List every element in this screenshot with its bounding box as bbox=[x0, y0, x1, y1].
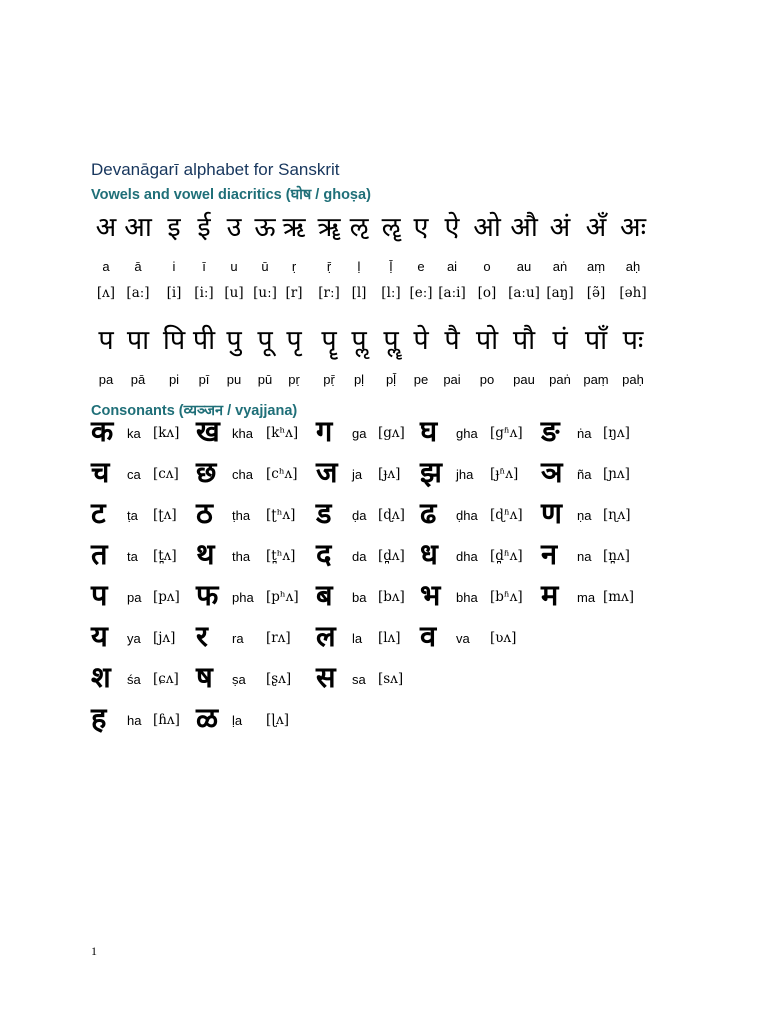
diacritic-letter: पो bbox=[475, 325, 499, 356]
consonant-translit: ta bbox=[127, 549, 138, 564]
consonant-ipa: [ɳʌ] bbox=[603, 507, 631, 523]
consonant-ipa: [ɲʌ] bbox=[603, 466, 630, 482]
consonant-letter: घ bbox=[420, 414, 438, 448]
consonant-letter: क bbox=[91, 414, 114, 448]
consonant-ipa: [mʌ] bbox=[603, 589, 634, 605]
consonant-translit: sa bbox=[352, 672, 366, 687]
consonant-translit: dha bbox=[456, 549, 478, 564]
vowel-translit: u bbox=[230, 259, 238, 274]
vowel-letter: ऊ bbox=[254, 212, 276, 243]
vowel-ipa: [lː] bbox=[381, 285, 401, 301]
consonant-ipa: [t̪ʰʌ] bbox=[266, 548, 296, 564]
diacritic-letter: पॄ bbox=[321, 325, 337, 356]
consonant-ipa: [d̪ʱʌ] bbox=[490, 548, 523, 564]
vowel-translit: ā bbox=[134, 259, 142, 274]
diacritic-letter: पः bbox=[622, 325, 644, 356]
consonant-ipa: [bʱʌ] bbox=[490, 589, 523, 605]
consonant-translit: bha bbox=[456, 590, 478, 605]
consonant-letter: ध bbox=[420, 537, 438, 571]
consonant-translit: pa bbox=[127, 590, 142, 605]
vowel-letter: अँ bbox=[585, 212, 607, 243]
consonant-letter: य bbox=[91, 619, 108, 653]
vowel-translit: ai bbox=[446, 259, 458, 274]
consonant-translit: ra bbox=[232, 631, 244, 646]
diacritic-translit: pṝ bbox=[323, 372, 335, 387]
consonant-ipa: [rʌ] bbox=[266, 630, 291, 646]
consonant-ipa: [lʌ] bbox=[378, 630, 401, 646]
vowel-ipa: [aː] bbox=[126, 285, 150, 301]
consonant-letter: ह bbox=[91, 701, 107, 735]
consonant-translit: ba bbox=[352, 590, 367, 605]
vowel-letter: ऐ bbox=[444, 212, 460, 243]
vowel-letter: ए bbox=[413, 212, 429, 243]
consonant-ipa: [t̪ʌ] bbox=[153, 548, 177, 564]
consonant-letter: प bbox=[91, 578, 108, 612]
diacritic-translit: pḷ bbox=[353, 372, 365, 387]
vowel-translit: i bbox=[172, 259, 176, 274]
vowel-letter: अं bbox=[549, 212, 571, 243]
diacritic-letter: प bbox=[98, 325, 114, 356]
consonant-translit: jha bbox=[456, 467, 474, 482]
vowel-translit: au bbox=[516, 259, 532, 274]
diacritic-translit: pa bbox=[98, 372, 114, 387]
consonant-translit: kha bbox=[232, 426, 253, 441]
consonant-translit: ṇa bbox=[577, 508, 592, 523]
vowels-heading: Vowels and vowel diacritics (घोष / ghoṣa) bbox=[91, 187, 371, 203]
vowel-translit: a bbox=[102, 259, 110, 274]
vowel-ipa: [aŋ] bbox=[546, 285, 574, 301]
vowel-ipa: [iː] bbox=[194, 285, 214, 301]
consonant-ipa: [ɟʌ] bbox=[378, 466, 401, 482]
consonant-letter: द bbox=[316, 537, 332, 571]
vowel-translit: ū bbox=[261, 259, 269, 274]
diacritic-translit: pī bbox=[198, 372, 210, 387]
consonant-translit: ca bbox=[127, 467, 141, 482]
consonant-letter: ज bbox=[316, 455, 338, 489]
consonant-translit: gha bbox=[456, 426, 478, 441]
diacritic-letter: पी bbox=[192, 325, 216, 356]
vowel-ipa: [uː] bbox=[253, 285, 277, 301]
vowel-letter: ऋ bbox=[282, 212, 306, 243]
vowel-letter: आ bbox=[124, 212, 152, 243]
consonant-letter: फ bbox=[196, 578, 219, 612]
consonant-letter: ट bbox=[91, 496, 106, 530]
consonant-ipa: [ɭʌ] bbox=[266, 712, 290, 728]
consonant-translit: ṅa bbox=[577, 426, 592, 441]
diacritic-translit: pu bbox=[226, 372, 242, 387]
consonant-translit: pha bbox=[232, 590, 254, 605]
diacritic-letter: पू bbox=[257, 325, 273, 356]
consonant-ipa: [n̪ʌ] bbox=[603, 548, 630, 564]
vowel-letter: औ bbox=[510, 212, 538, 243]
consonant-letter: छ bbox=[196, 455, 217, 489]
consonant-ipa: [ʋʌ] bbox=[490, 630, 517, 646]
diacritic-letter: पॢ bbox=[351, 325, 367, 356]
vowel-ipa: [aːi] bbox=[438, 285, 466, 301]
consonant-letter: ग bbox=[316, 414, 333, 448]
vowel-ipa: [ʌ] bbox=[96, 285, 116, 301]
consonant-ipa: [kʰʌ] bbox=[266, 425, 299, 441]
diacritic-translit: paṃ bbox=[583, 372, 609, 387]
consonant-translit: śa bbox=[127, 672, 141, 687]
vowel-letter: अः bbox=[619, 212, 647, 243]
diacritic-translit: pḹ bbox=[385, 372, 397, 387]
vowel-translit: ṝ bbox=[326, 259, 332, 274]
consonant-ipa: [ʈʰʌ] bbox=[266, 507, 296, 523]
diacritic-letter: पे bbox=[413, 325, 429, 356]
vowel-translit: ī bbox=[202, 259, 206, 274]
consonant-translit: ya bbox=[127, 631, 141, 646]
consonant-ipa: [ʂʌ] bbox=[266, 671, 292, 687]
consonant-ipa: [cʰʌ] bbox=[266, 466, 298, 482]
vowel-ipa: [aːu] bbox=[508, 285, 540, 301]
consonant-letter: भ bbox=[420, 578, 441, 612]
vowel-ipa: [l] bbox=[351, 285, 367, 301]
diacritic-translit: pai bbox=[443, 372, 461, 387]
vowel-translit: aṃ bbox=[586, 259, 606, 274]
vowel-translit: ḹ bbox=[389, 259, 393, 274]
diacritic-translit: paṅ bbox=[549, 372, 571, 387]
consonant-ipa: [pʌ] bbox=[153, 589, 180, 605]
diacritic-letter: पृ bbox=[286, 325, 302, 356]
vowel-ipa: [əh] bbox=[619, 285, 647, 301]
consonant-letter: ञ bbox=[541, 455, 563, 489]
vowel-translit: o bbox=[483, 259, 491, 274]
consonant-translit: ḍha bbox=[456, 508, 478, 523]
vowel-ipa: [rː] bbox=[318, 285, 340, 301]
consonant-translit: ga bbox=[352, 426, 367, 441]
vowel-letter: ओ bbox=[473, 212, 501, 243]
consonant-letter: म bbox=[541, 578, 559, 612]
consonant-ipa: [gʌ] bbox=[378, 425, 405, 441]
consonant-ipa: [ŋʌ] bbox=[603, 425, 630, 441]
vowel-ipa: [ə̃] bbox=[586, 285, 606, 301]
consonant-translit: ḍa bbox=[352, 508, 367, 523]
vowel-translit: aṅ bbox=[552, 259, 568, 274]
diacritic-letter: पं bbox=[552, 325, 568, 356]
vowel-letter: अ bbox=[95, 212, 117, 243]
consonant-letter: न bbox=[541, 537, 558, 571]
consonant-translit: la bbox=[352, 631, 363, 646]
diacritic-translit: pau bbox=[513, 372, 535, 387]
consonant-ipa: [ɖʌ] bbox=[378, 507, 405, 523]
consonant-ipa: [d̪ʌ] bbox=[378, 548, 405, 564]
diacritic-letter: पि bbox=[162, 325, 186, 356]
page-title: Devanāgarī alphabet for Sanskrit bbox=[91, 160, 340, 179]
consonant-letter: ळ bbox=[196, 701, 219, 735]
vowel-ipa: [o] bbox=[477, 285, 497, 301]
consonant-letter: ढ bbox=[420, 496, 437, 530]
consonant-ipa: [ɖʱʌ] bbox=[490, 507, 523, 523]
consonant-translit: na bbox=[577, 549, 592, 564]
consonant-translit: ma bbox=[577, 590, 596, 605]
vowel-translit: aḥ bbox=[625, 259, 641, 274]
consonant-letter: ख bbox=[196, 414, 220, 448]
diacritic-letter: पु bbox=[226, 325, 242, 356]
consonant-letter: ल bbox=[316, 619, 336, 653]
consonant-translit: ṭa bbox=[127, 508, 138, 523]
consonants-heading: Consonants (व्यञ्जन / vyajjana) bbox=[91, 403, 298, 419]
diacritic-letter: पौ bbox=[512, 325, 536, 356]
vowel-letter: ऌ bbox=[349, 212, 369, 243]
vowel-translit: e bbox=[417, 259, 425, 274]
consonant-translit: ḷa bbox=[232, 713, 243, 728]
diacritic-translit: pū bbox=[257, 372, 273, 387]
consonant-translit: ṭha bbox=[232, 508, 251, 523]
vowel-ipa: [eː] bbox=[409, 285, 433, 301]
consonant-ipa: [ɕʌ] bbox=[153, 671, 179, 687]
consonant-translit: cha bbox=[232, 467, 253, 482]
consonant-translit: ka bbox=[127, 426, 141, 441]
vowel-translit: ḷ bbox=[357, 259, 361, 274]
diacritic-letter: पै bbox=[444, 325, 460, 356]
consonant-letter: ड bbox=[316, 496, 332, 530]
consonant-letter: च bbox=[91, 455, 110, 489]
consonant-translit: tha bbox=[232, 549, 251, 564]
vowel-letter: इ bbox=[167, 212, 181, 243]
page-number: 1 bbox=[91, 944, 97, 958]
diacritic-translit: pṛ bbox=[288, 372, 300, 387]
consonant-letter: स bbox=[316, 660, 336, 694]
consonant-letter: ष bbox=[196, 660, 213, 694]
consonant-translit: ja bbox=[352, 467, 363, 482]
consonant-ipa: [ɟʱʌ] bbox=[490, 466, 519, 482]
consonant-ipa: [kʌ] bbox=[153, 425, 180, 441]
consonant-ipa: [sʌ] bbox=[378, 671, 404, 687]
consonant-letter: र bbox=[196, 619, 208, 653]
vowel-letter: ॠ bbox=[317, 212, 341, 243]
diacritic-letter: पा bbox=[126, 325, 150, 356]
consonant-letter: झ bbox=[420, 455, 442, 489]
consonant-ipa: [jʌ] bbox=[153, 630, 176, 646]
vowel-letter: ई bbox=[197, 212, 211, 243]
consonant-letter: श bbox=[91, 660, 111, 694]
diacritic-letter: पाँ bbox=[584, 325, 608, 356]
consonant-ipa: [pʰʌ] bbox=[266, 589, 299, 605]
consonant-letter: ब bbox=[316, 578, 333, 612]
consonant-letter: त bbox=[91, 537, 108, 571]
vowel-letter: उ bbox=[226, 212, 242, 243]
consonant-letter: ठ bbox=[196, 496, 213, 530]
diacritic-letter: पॣ bbox=[383, 325, 399, 356]
vowel-letter: ॡ bbox=[381, 212, 401, 243]
consonant-letter: व bbox=[420, 619, 437, 653]
consonant-translit: da bbox=[352, 549, 367, 564]
consonant-ipa: [cʌ] bbox=[153, 466, 179, 482]
vowel-ipa: [r] bbox=[285, 285, 303, 301]
diacritic-translit: paḥ bbox=[622, 372, 644, 387]
diacritic-translit: pā bbox=[130, 372, 146, 387]
consonant-translit: ha bbox=[127, 713, 142, 728]
consonant-ipa: [bʌ] bbox=[378, 589, 405, 605]
vowel-translit: ṛ bbox=[291, 259, 297, 274]
vowel-ipa: [u] bbox=[224, 285, 244, 301]
diacritic-translit: pe bbox=[413, 372, 429, 387]
consonant-letter: ण bbox=[541, 496, 562, 530]
consonant-ipa: [ʈʌ] bbox=[153, 507, 177, 523]
diacritic-translit: po bbox=[479, 372, 495, 387]
vowel-ipa: [i] bbox=[166, 285, 182, 301]
consonant-letter: थ bbox=[196, 537, 215, 571]
consonant-letter: ङ bbox=[541, 414, 560, 448]
consonant-translit: va bbox=[456, 631, 470, 646]
consonant-ipa: [gʱʌ] bbox=[490, 425, 523, 441]
consonant-ipa: [ɦʌ] bbox=[153, 712, 180, 728]
consonant-translit: ña bbox=[577, 467, 592, 482]
diacritic-translit: pi bbox=[168, 372, 180, 387]
consonant-translit: ṣa bbox=[232, 672, 246, 687]
